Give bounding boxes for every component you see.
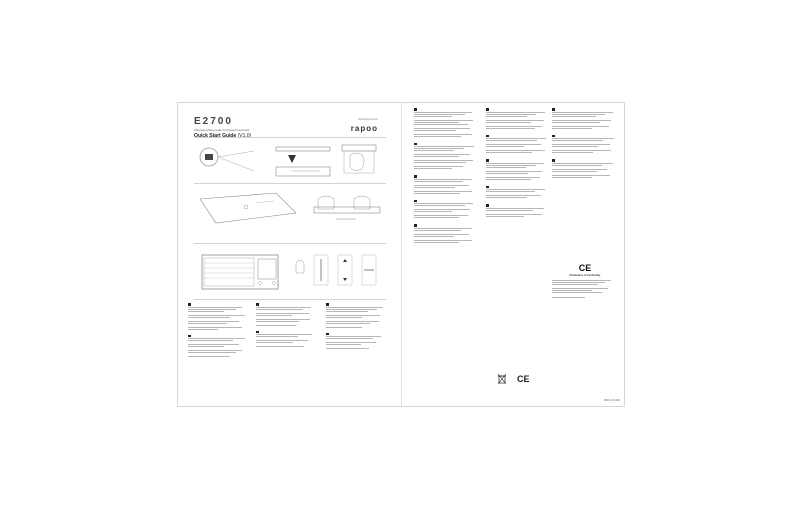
left-text-column-2 (256, 303, 316, 350)
text-block (486, 214, 550, 217)
declaration-line (552, 290, 592, 291)
hand-icon (308, 189, 386, 233)
text-block (414, 134, 478, 137)
usb-receiver-illustration (194, 141, 256, 177)
text-block (486, 177, 550, 180)
declaration-of-conformity (552, 263, 618, 298)
text-block (552, 144, 618, 147)
text-block (552, 120, 618, 123)
brand-tagline: Rapid Exploration (358, 118, 378, 121)
text-block (414, 224, 478, 231)
part-number: M001-00 0000 (603, 399, 620, 402)
text-block (414, 154, 478, 157)
header-divider (194, 137, 386, 138)
text-block (326, 348, 386, 349)
text-block (256, 325, 316, 326)
right-text-column-1 (414, 108, 478, 246)
text-block (552, 135, 618, 142)
left-text-column-1 (188, 303, 248, 360)
keyboard-icon (196, 189, 300, 233)
right-panel (402, 103, 626, 406)
text-block (414, 185, 478, 188)
text-block (326, 342, 386, 345)
guide-title (194, 133, 384, 139)
text-block (414, 166, 478, 169)
declaration-line (552, 297, 585, 298)
model-name: E2700 (194, 116, 233, 127)
text-block (188, 350, 248, 353)
text-block (326, 315, 386, 318)
text-block (414, 234, 478, 237)
text-block (326, 321, 386, 324)
text-block (552, 150, 618, 153)
text-block (552, 108, 618, 117)
ce-mark-icon: CE (517, 374, 530, 384)
text-block (486, 195, 550, 198)
text-block (486, 204, 550, 211)
text-block (486, 171, 550, 174)
row1-divider (194, 183, 386, 184)
declaration-line (552, 280, 611, 281)
quick-start-guide-sheet (177, 102, 625, 407)
row3-divider (194, 299, 386, 300)
usb-receiver-icon (194, 141, 256, 177)
compliance-symbols (497, 373, 530, 385)
text-block (552, 169, 618, 172)
text-block (552, 175, 618, 178)
text-block (414, 128, 478, 131)
keyboard-icon (272, 143, 332, 179)
text-block (326, 327, 386, 328)
text-block (414, 200, 478, 207)
hand-insert-illustration (332, 141, 386, 181)
left-text-column-3 (326, 303, 386, 352)
text-block (486, 150, 550, 153)
left-panel (178, 103, 402, 406)
text-block (414, 160, 478, 163)
text-block (486, 159, 550, 168)
declaration-title: Declaration of Conformity (569, 274, 601, 277)
text-block (414, 191, 478, 194)
declaration-line (552, 288, 608, 289)
keyboard-icon (200, 253, 280, 291)
text-block (486, 126, 550, 129)
text-block (188, 327, 248, 330)
text-block (486, 108, 550, 117)
declaration-line (552, 292, 602, 293)
text-block (486, 186, 550, 193)
ce-mark-icon: CE (578, 263, 592, 273)
declaration-line (552, 282, 605, 283)
text-block (256, 346, 316, 347)
text-block (486, 135, 550, 142)
text-block (326, 303, 386, 312)
guide-version: (V1.0) (237, 133, 252, 139)
text-block (552, 159, 618, 166)
text-block (188, 335, 248, 342)
row2-divider (194, 243, 386, 244)
text-block (256, 313, 316, 316)
hand-icon (290, 247, 386, 291)
hand-icon (332, 141, 386, 181)
guide-title-text: Quick Start Guide (194, 133, 237, 139)
text-block (414, 108, 478, 117)
battery-step-illustration (272, 143, 332, 179)
text-block (552, 126, 618, 129)
text-block (256, 340, 316, 343)
text-block (486, 120, 550, 123)
right-text-column-2 (486, 108, 550, 220)
text-block (256, 303, 316, 310)
switch-illustration (308, 189, 386, 233)
text-block (188, 321, 248, 324)
text-block (414, 120, 478, 125)
brand-logo: rapoo (350, 124, 378, 133)
text-block (188, 315, 248, 318)
text-block (414, 175, 478, 182)
right-text-column-3 (552, 108, 618, 181)
text-block (414, 209, 478, 212)
text-block (326, 333, 386, 340)
text-block (188, 303, 248, 312)
text-block (256, 331, 316, 338)
keyboard-top-illustration (200, 253, 280, 291)
recycle-bin-icon (497, 373, 507, 385)
keyboard-back-illustration (196, 189, 300, 233)
text-block (414, 143, 478, 152)
text-block (486, 144, 550, 147)
text-block (188, 356, 248, 357)
product-subtitle: Wireless Multi-media Touchpad Keyboard (194, 128, 250, 132)
declaration-line (552, 284, 598, 285)
text-block (188, 344, 248, 347)
text-block (256, 319, 316, 322)
touchpad-gesture-illustration (290, 247, 386, 291)
text-block (414, 240, 478, 243)
text-block (414, 215, 478, 218)
